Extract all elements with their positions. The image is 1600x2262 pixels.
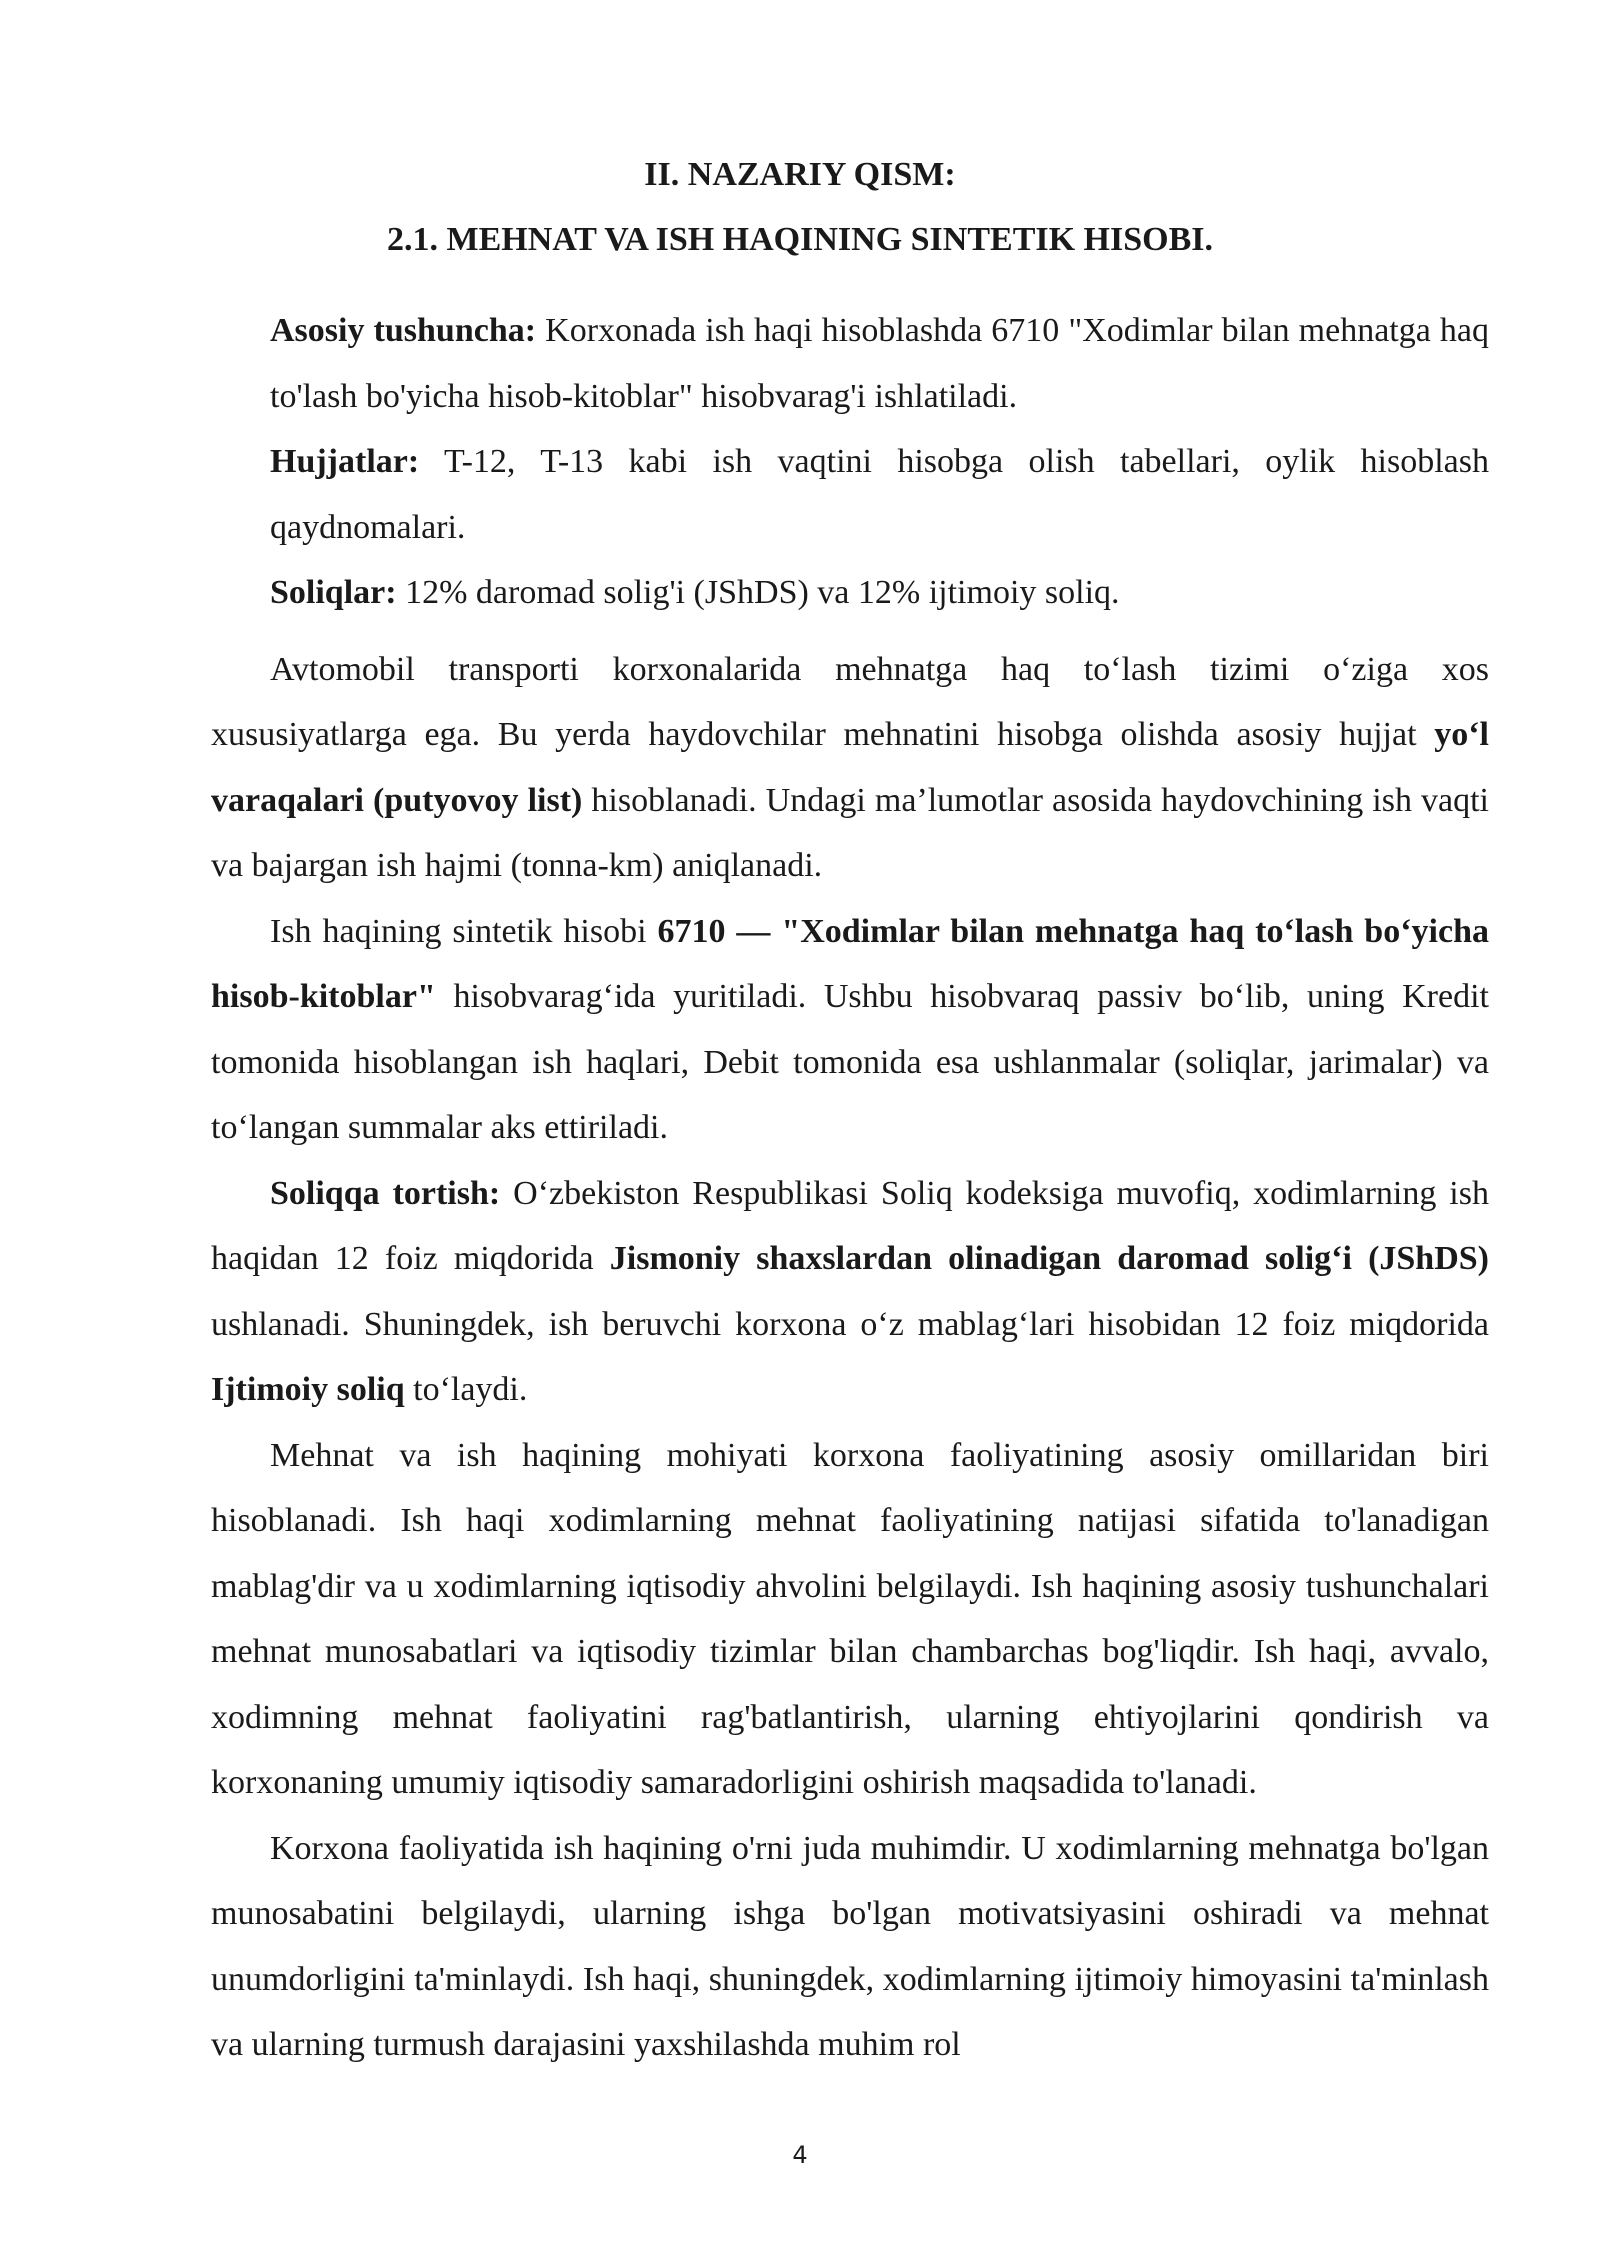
bold-run: 6710 — "Xodimlar bilan mehnatga haq to‘lash bo‘yicha hisob-kitoblar" bbox=[211, 912, 1489, 1015]
bold-run: yo‘l varaqalari (putyovoy list) bbox=[211, 716, 1489, 819]
text-run: ushlanadi. Shuningdek, ish beruvchi korxona o‘z mablag‘lari hisobidan 12 foiz miqdorida bbox=[211, 1305, 1489, 1343]
concept-text: Korxonada ish haqi hisoblashda 6710 "Xodimlar bilan mehnatga haq to'lash bo'yicha hisob-kitoblar" hisobvarag'i ishlatiladi. bbox=[270, 312, 1489, 415]
documents-label: Hujjatlar: bbox=[270, 443, 420, 480]
paragraph-synthetic-account bbox=[211, 899, 1489, 1161]
section-title: II. NAZARIY QISM: bbox=[644, 156, 956, 193]
text-run: O‘zbekiston Respublikasi Soliq kodeksiga muvofiq, xodimlarning ish haqidan 12 foiz miqdorida bbox=[211, 1174, 1489, 1277]
summary-documents bbox=[211, 429, 1489, 560]
content-area bbox=[211, 298, 1489, 2078]
concept-label: Asosiy tushuncha: bbox=[270, 312, 537, 349]
text-run: Ish haqining sintetik hisobi bbox=[270, 912, 658, 950]
text-run: to‘laydi. bbox=[404, 1371, 528, 1408]
summary-block bbox=[211, 298, 1489, 626]
paragraph-transport bbox=[211, 637, 1489, 899]
bold-run: Jismoniy shaxslardan olinadigan daromad solig‘i (JShDS) bbox=[609, 1240, 1489, 1277]
documents-text: T-12, T-13 kabi ish vaqtini hisobga olish tabellari, oylik hisoblash qaydnomalari. bbox=[270, 443, 1489, 546]
taxes-text: 12% daromad solig'i (JShDS) va 12% ijtimoiy soliq. bbox=[396, 574, 1120, 611]
bold-run: Ijtimoiy soliq bbox=[211, 1371, 405, 1408]
text-run: hisobvarag‘ida yuritiladi. Ushbu hisobvaraq passiv bo‘lib, uning Kredit tomonida hisoblangan ish haqlari, Debit tomonida esa ushlanmalar (soliqlar, jarimalar) va to‘langan summalar aks ettiriladi. bbox=[211, 978, 1489, 1146]
paragraph-wage-essence: Mehnat va ish haqining mohiyati korxona faoliyatining asosiy omillaridan biri hisoblanadi. Ish haqi xodimlarning mehnat faoliyatining natijasi sifatida to'lanadigan mablag'dir va u xodimlarning iqtisodiy ahvolini belgilaydi. Ish haqining asosiy tushunchalari mehnat munosabatlari va iqtisodiy tizimlar bilan chambarchas bog'liqdir. Ish haqi, avvalo, xodimning mehnat faoliyatini rag'batlantirish, ularning ehtiyojlarini qondirish va korxonaning umumiy iqtisodiy samaradorligini oshirish maqsadida to'lanadi. bbox=[211, 1436, 1489, 1801]
summary-taxes bbox=[211, 560, 1489, 626]
summary-concept bbox=[211, 298, 1489, 429]
paragraph-taxation bbox=[211, 1161, 1489, 1423]
page-number: 4 bbox=[792, 2141, 808, 2169]
text-run: hisoblanadi. Undagi ma’lumotlar asosida haydovchining ish vaqti va bajargan ish hajmi (tonna-km) aniqlanadi. bbox=[211, 781, 1489, 884]
text-run: Avtomobil transporti korxonalarida mehnatga haq to‘lash tizimi o‘ziga xos xususiyatlarga ega. Bu yerda haydovchilar mehnatini hisobga olishda asosiy hujjat bbox=[211, 650, 1489, 753]
paragraph-wage-role: Korxona faoliyatida ish haqining o'rni juda muhimdir. U xodimlarning mehnatga bo'lgan munosabatini belgilaydi, ularning ishga bo'lgan motivatsiyasini oshiradi va mehnat unumdorligini ta'minlaydi. Ish haqi, shuningdek, xodimlarning ijtimoiy himoyasini ta'minlash va ularning turmush darajasini yaxshilashda muhim rol bbox=[211, 1829, 1489, 2063]
taxes-label: Soliqlar: bbox=[270, 574, 397, 611]
subsection-title: 2.1. MEHNAT VA ISH HAQINING SINTETIK HISOBI. bbox=[387, 221, 1213, 258]
bold-run: Soliqqa tortish: bbox=[270, 1174, 501, 1212]
